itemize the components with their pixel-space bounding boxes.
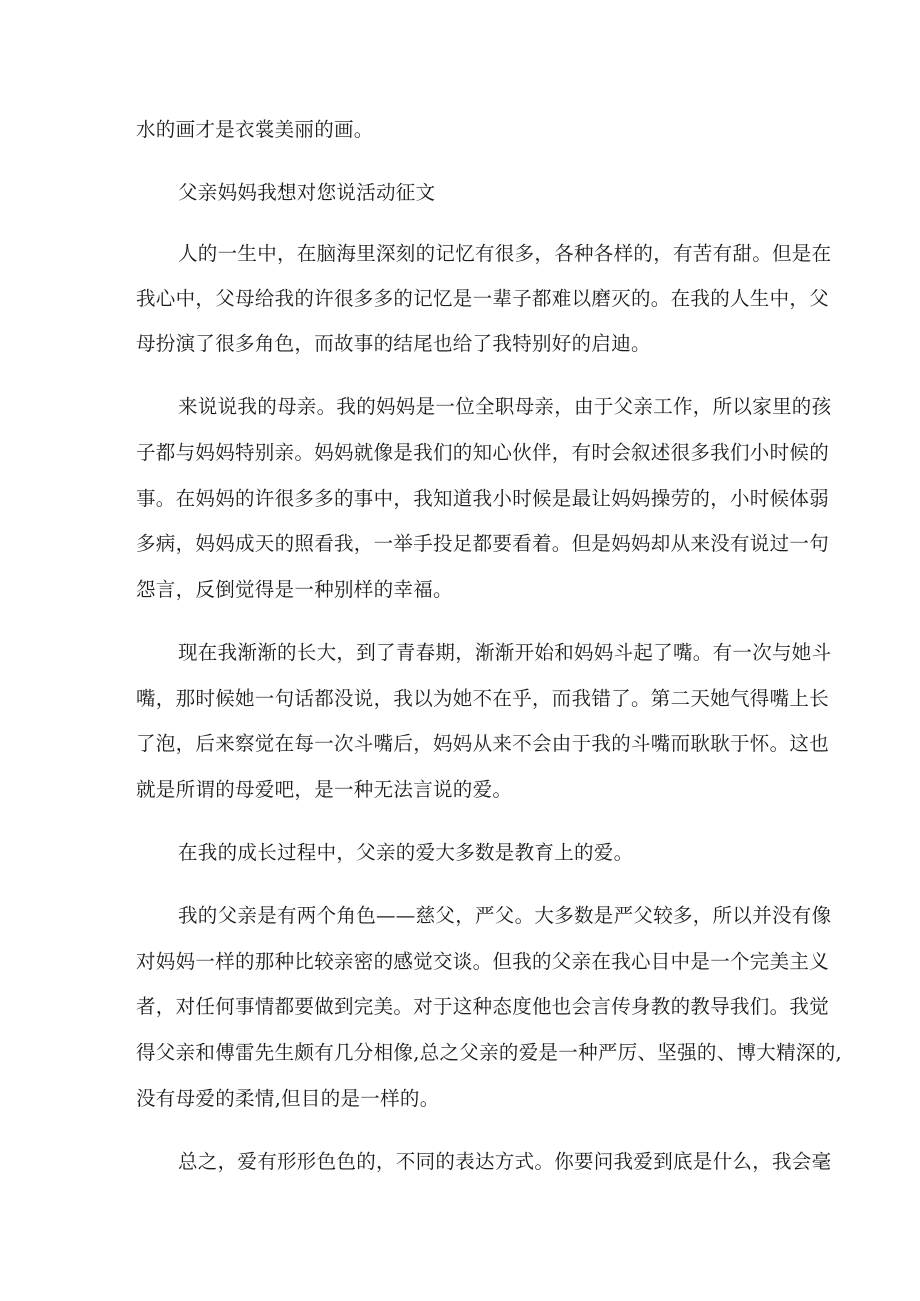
- paragraph-3-line-3: 了泡，后来察觉在每一次斗嘴后，妈妈从来不会由于我的斗嘴而耿耿于怀。这也: [136, 732, 830, 755]
- paragraph-2-line-1: 来说说我的母亲。我的妈妈是一位全职母亲，由于父亲工作，所以家里的孩: [178, 395, 832, 418]
- document-title: 父亲妈妈我想对您说活动征文: [178, 181, 436, 204]
- paragraph-6-line-1: 总之，爱有形形色色的，不同的表达方式。你要问我爱到底是什么，我会毫: [178, 1150, 832, 1173]
- paragraph-5-line-3: 者，对任何事情都要做到完美。对于这种态度他也会言传身教的教导我们。我觉: [136, 995, 830, 1018]
- paragraph-4-line-1: 在我的成长过程中，父亲的爱大多数是教育上的爱。: [178, 841, 634, 864]
- paragraph-5-line-1: 我的父亲是有两个角色——慈父，严父。大多数是严父较多，所以并没有像: [178, 904, 832, 927]
- paragraph-2-line-5: 怨言，反倒觉得是一种别样的幸福。: [136, 578, 453, 601]
- paragraph-1-line-3: 母扮演了很多角色，而故事的结尾也给了我特别好的启迪。: [136, 332, 651, 355]
- paragraph-5-line-4: 得父亲和傅雷先生颇有几分相像,总之父亲的爱是一种严厉、坚强的、博大精深的,: [136, 1041, 842, 1064]
- paragraph-3-line-2: 嘴，那时候她一句话都没说，我以为她不在乎，而我错了。第二天她气得嘴上长: [136, 687, 830, 710]
- paragraph-5-line-2: 对妈妈一样的那种比较亲密的感觉交谈。但我的父亲在我心目中是一个完美主义: [136, 950, 830, 973]
- paragraph-2-line-2: 子都与妈妈特别亲。妈妈就像是我们的知心伙伴，有时会叙述很多我们小时候的: [136, 441, 830, 464]
- paragraph-5-line-5: 没有母爱的柔情,但目的是一样的。: [136, 1087, 440, 1110]
- paragraph-2-line-3: 事。在妈妈的许很多多的事中，我知道我小时候是最让妈妈操劳的，小时候体弱: [136, 487, 830, 510]
- paragraph-1-line-1: 人的一生中，在脑海里深刻的记忆有很多，各种各样的，有苦有甜。但是在: [178, 242, 832, 265]
- paragraph-3-line-1: 现在我渐渐的长大，到了青春期，渐渐开始和妈妈斗起了嘴。有一次与她斗: [178, 641, 832, 664]
- paragraph-3-line-4: 就是所谓的母爱吧，是一种无法言说的爱。: [136, 778, 513, 801]
- paragraph-2-line-4: 多病，妈妈成天的照看我，一举手投足都要看着。但是妈妈却从来没有说过一句: [136, 532, 830, 555]
- opening-fragment: 水的画才是衣裳美丽的画。: [136, 118, 374, 141]
- paragraph-1-line-2: 我心中，父母给我的许很多多的记忆是一辈子都难以磨灭的。在我的人生中，父: [136, 287, 830, 310]
